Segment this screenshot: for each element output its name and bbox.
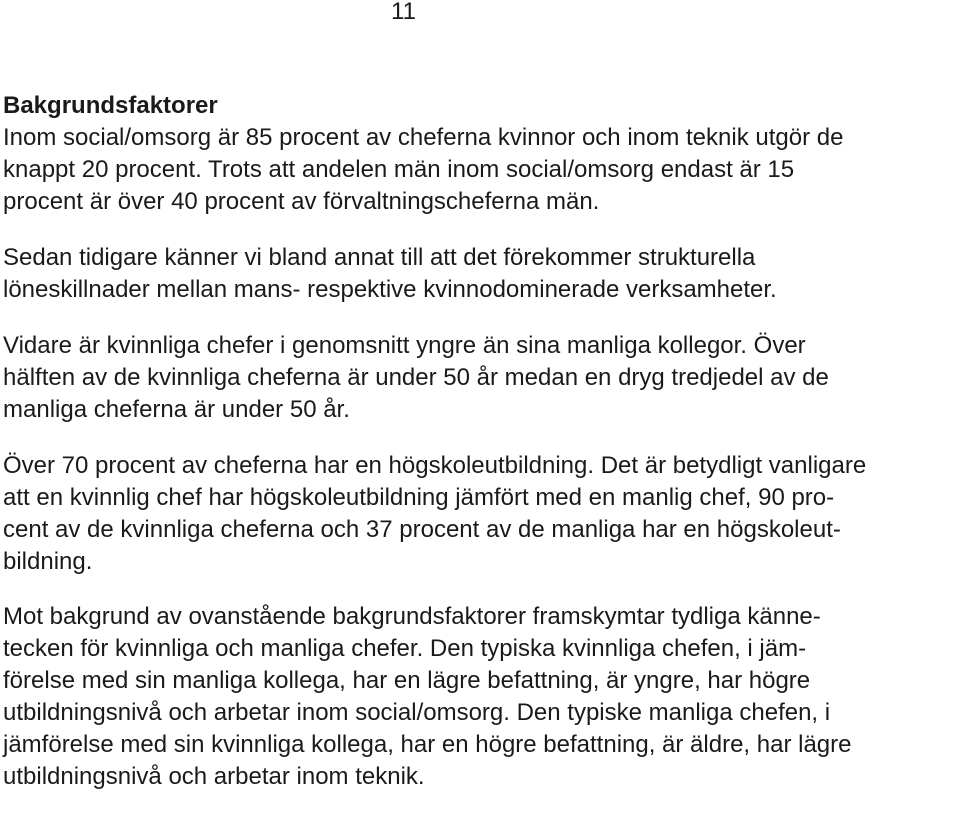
paragraph-line: cent av de kvinnliga cheferna och 37 procent av de manliga har en högskoleut- xyxy=(3,516,841,543)
paragraph-3 xyxy=(3,330,960,426)
page-number: 11 xyxy=(391,0,416,25)
paragraph-4 xyxy=(3,450,960,578)
paragraph-line: Inom social/omsorg är 85 procent av cheferna kvinnor och inom teknik utgör de xyxy=(3,124,844,151)
paragraph-line: Sedan tidigare känner vi bland annat till att det förekommer strukturella xyxy=(3,244,756,271)
paragraph-line: tecken för kvinnliga och manliga chefer. Den typiska kvinnliga chefen, i jäm- xyxy=(3,635,807,662)
paragraph-line: jämförelse med sin kvinnliga kollega, har en högre befattning, är äldre, har lägre xyxy=(3,731,852,758)
paragraph-line: löneskillnader mellan mans- respektive kvinnodominerade verksamheter. xyxy=(3,276,777,303)
paragraph-line: manliga cheferna är under 50 år. xyxy=(3,396,350,423)
document-body xyxy=(3,90,960,817)
paragraph-5 xyxy=(3,601,960,793)
paragraph-line: Mot bakgrund av ovanstående bakgrundsfaktorer framskymtar tydliga känne- xyxy=(3,603,821,630)
paragraph-2 xyxy=(3,242,960,306)
paragraph-line: bildning. xyxy=(3,548,93,575)
paragraph-line: utbildningsnivå och arbetar inom teknik. xyxy=(3,763,425,790)
paragraph-line: hälften av de kvinnliga cheferna är under 50 år medan en dryg tredjedel av de xyxy=(3,364,829,391)
paragraph-1 xyxy=(3,122,960,218)
paragraph-line: utbildningsnivå och arbetar inom social/omsorg. Den typiske manliga chefen, i xyxy=(3,699,831,726)
paragraph-line: knappt 20 procent. Trots att andelen män inom social/omsorg endast är 15 xyxy=(3,156,795,183)
paragraph-line: att en kvinnlig chef har högskoleutbildning jämfört med en manlig chef, 90 pro- xyxy=(3,484,835,511)
paragraph-line: Vidare är kvinnliga chefer i genomsnitt yngre än sina manliga kollegor. Över xyxy=(3,332,806,359)
paragraph-line: Över 70 procent av cheferna har en högskoleutbildning. Det är betydligt vanligare xyxy=(3,452,867,479)
paragraph-line: procent är över 40 procent av förvaltningscheferna män. xyxy=(3,188,600,215)
section-heading: Bakgrundsfaktorer xyxy=(3,92,218,119)
paragraph-line: förelse med sin manliga kollega, har en lägre befattning, är yngre, har högre xyxy=(3,667,811,694)
